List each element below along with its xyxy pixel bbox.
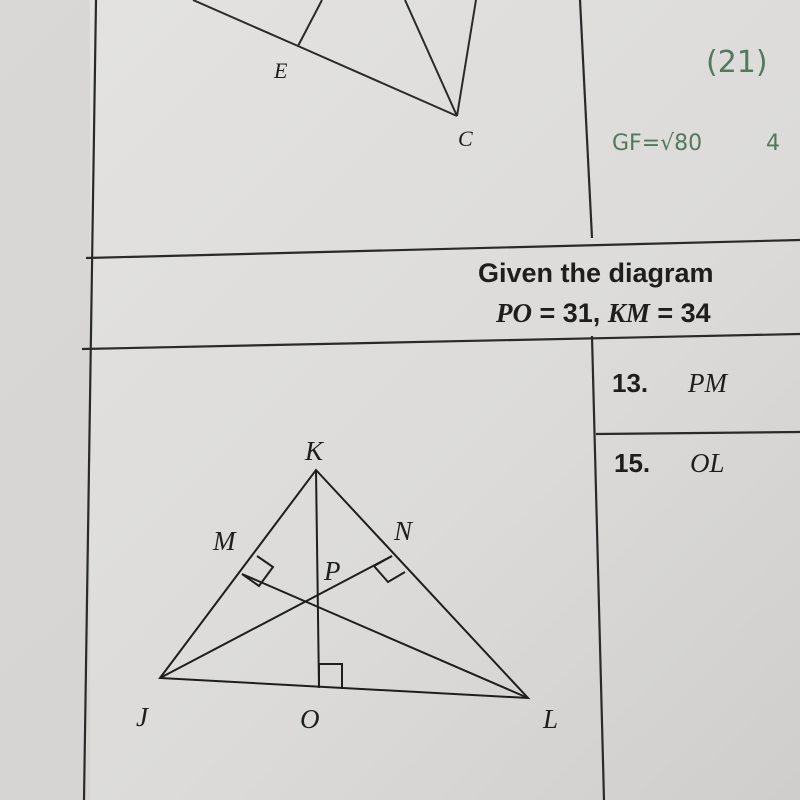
label-e: E: [274, 58, 288, 83]
instructions-line2: [495, 298, 711, 328]
handwritten-21: (21): [706, 45, 768, 80]
problem-13-segment: PM: [688, 368, 727, 398]
instructions-line1: Given the diagram: [478, 258, 714, 288]
label-p: P: [324, 556, 341, 586]
label-j: J: [136, 702, 148, 732]
label-k: K: [305, 436, 324, 466]
problem-15-segment: OL: [690, 448, 725, 478]
problem-13-number: 13.: [612, 368, 649, 398]
problem-15-number: 15.: [614, 448, 651, 478]
left-margin-strip: [0, 0, 90, 800]
label-c: C: [458, 126, 473, 151]
given-km-value: = 34: [649, 298, 711, 328]
handwritten-tail: 4: [766, 131, 780, 156]
label-m: M: [213, 526, 236, 556]
given-km: KM: [607, 298, 650, 328]
given-po-value: = 31,: [532, 298, 608, 328]
given-po: PO: [496, 298, 532, 328]
label-n: N: [394, 516, 413, 546]
handwritten-gf: GF=√80: [612, 131, 703, 156]
label-l: L: [543, 704, 559, 734]
label-o: O: [300, 704, 320, 734]
